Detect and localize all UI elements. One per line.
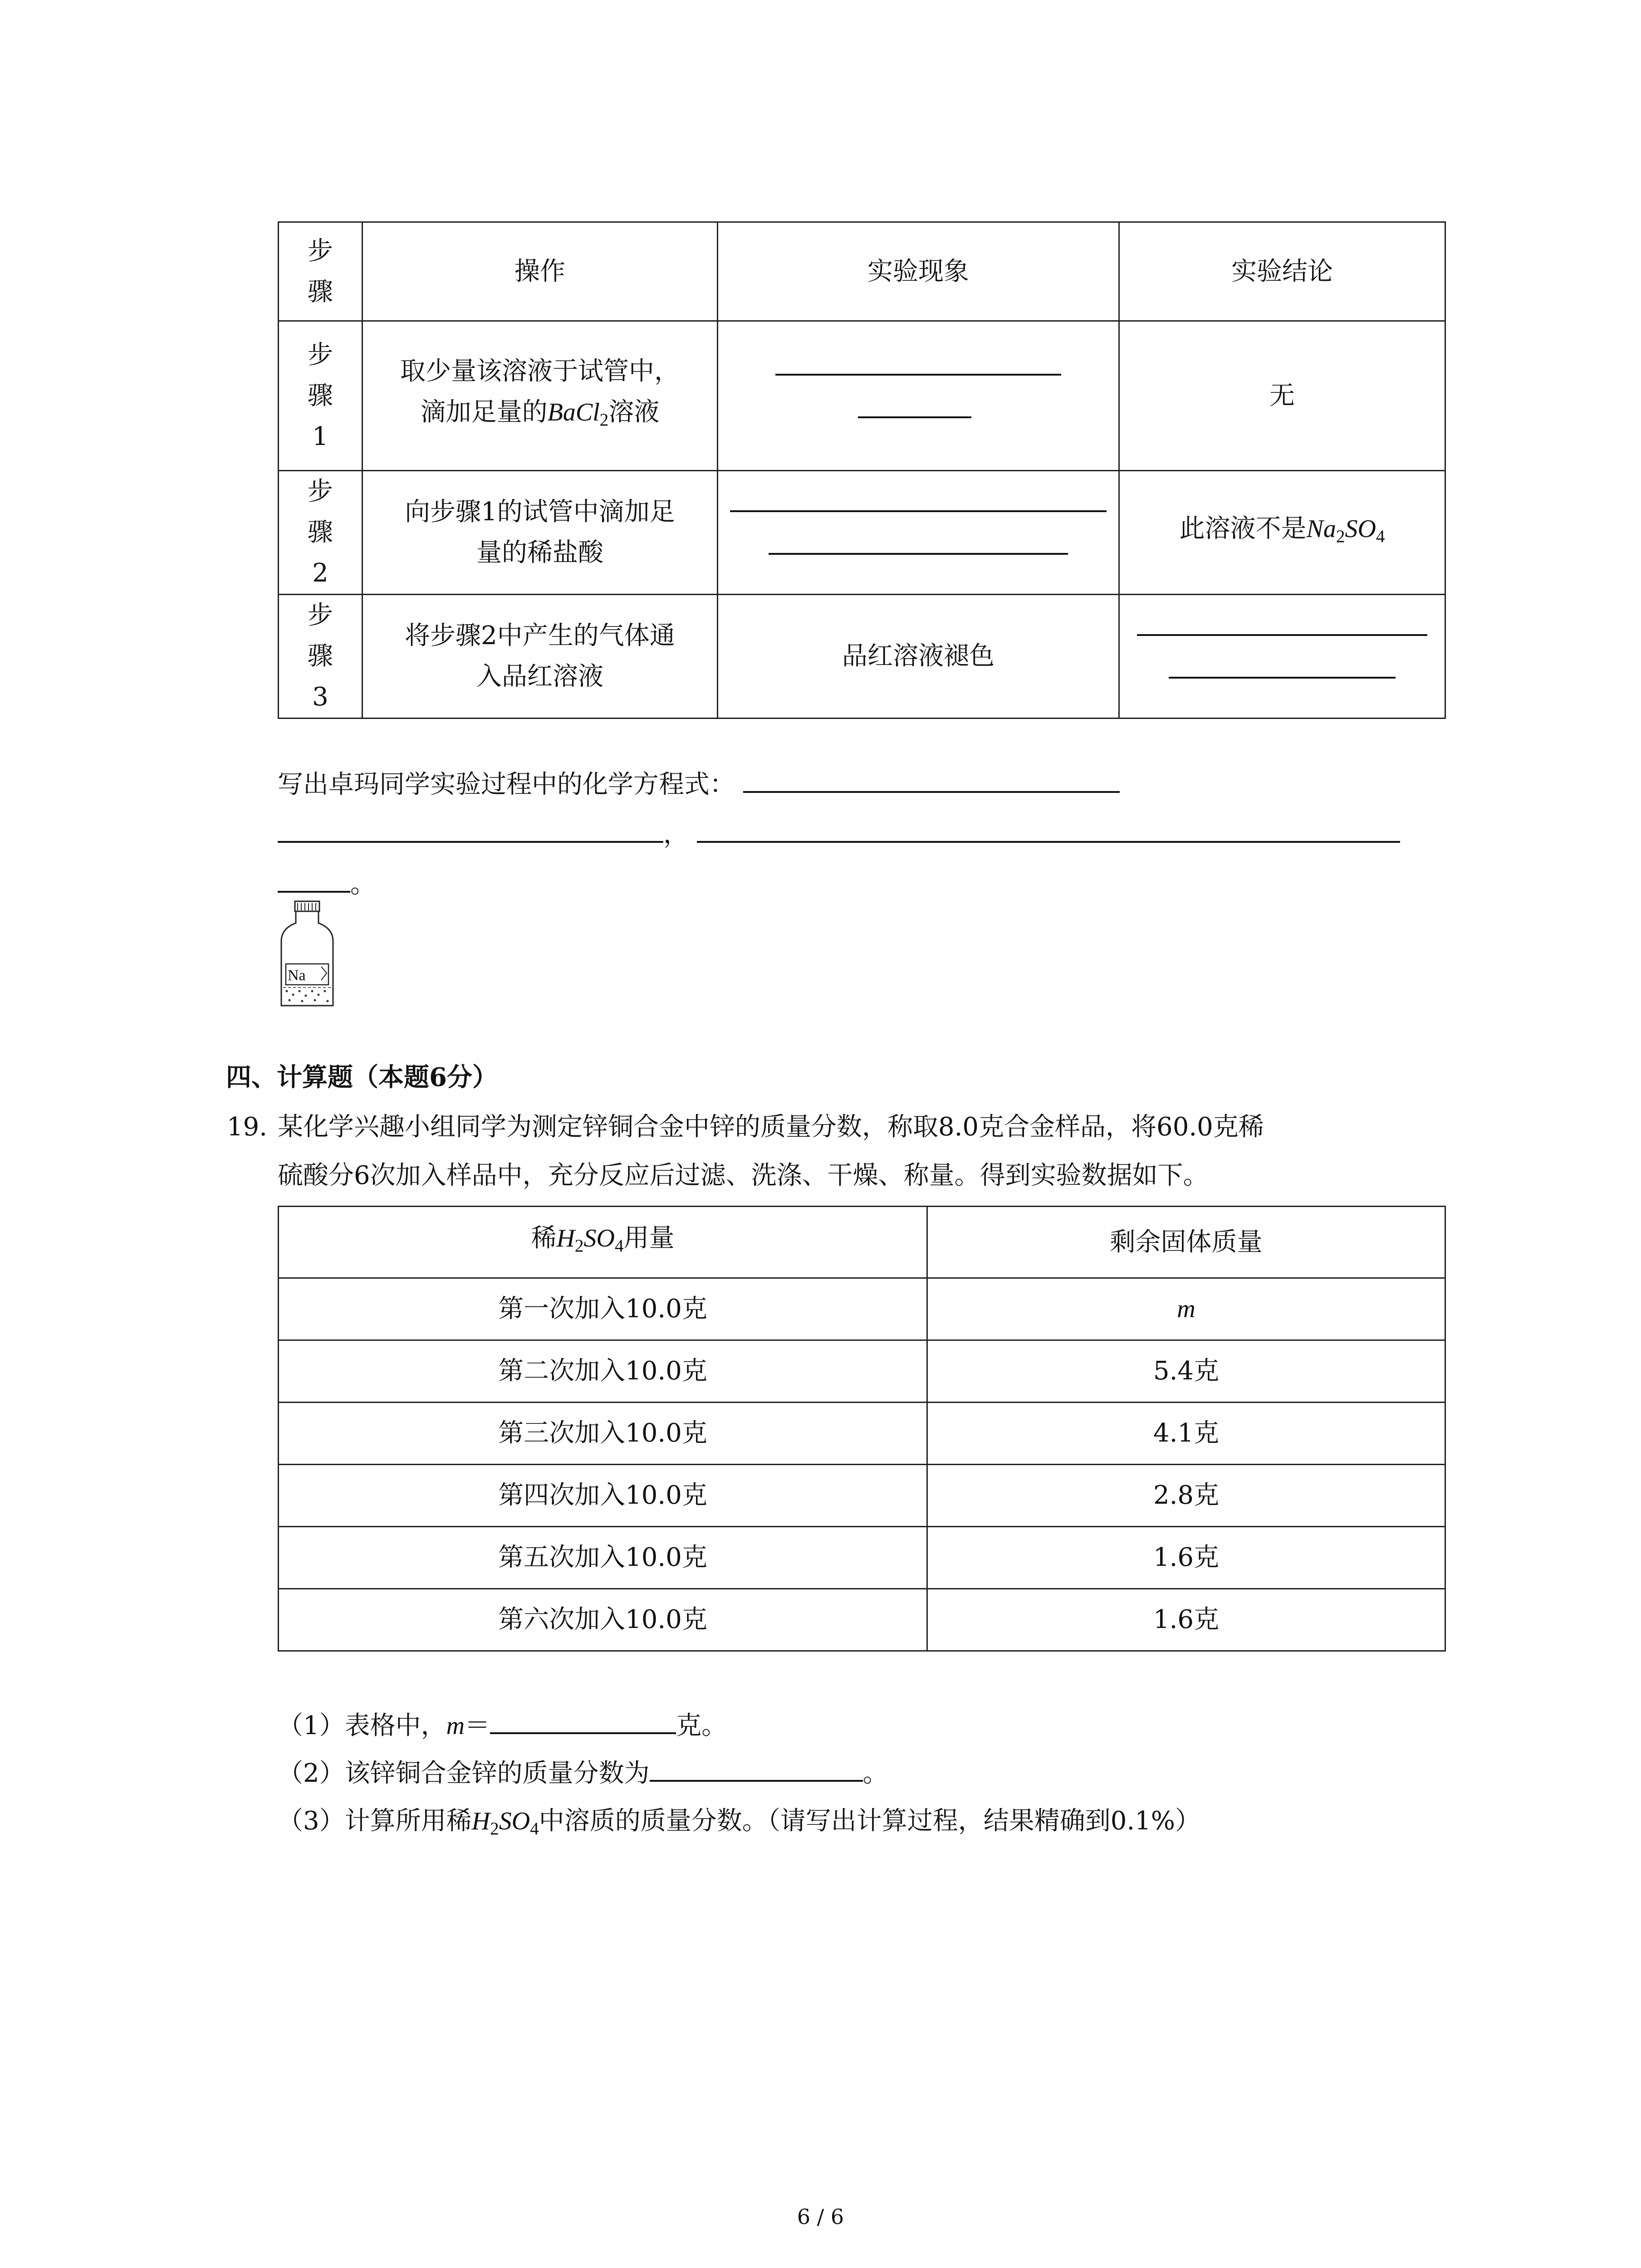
equation-line-2 [278,814,1400,855]
operation-cell: 向步骤1的试管中滴加足量的稀盐酸 [362,471,718,595]
row-right-cell: 1.6克 [927,1589,1445,1651]
q19-text-line2: 硫酸分6次加入样品中，充分反应后过滤、洗涤、干燥、称量。得到实验数据如下。 [278,1161,1209,1190]
section-title: 四、计算题（本题6分） [226,1062,498,1092]
header-conclusion: 实验结论 [1119,222,1445,321]
table-header-row [279,1207,1445,1278]
row-left-cell: 第二次加入10.0克 [279,1340,927,1403]
q19-text-line1: 某化学兴趣小组同学为测定锌铜合金中锌的质量分数，称取8.0克合金样品，将60.0克稀 [278,1112,1264,1142]
conclusion-cell: 无 [1119,321,1445,471]
bottle-label: Na [288,967,306,984]
table-row [279,595,1445,719]
period: 。 [350,870,376,899]
answer-blank-m[interactable] [490,1707,676,1734]
step-cell: 步骤3 [279,595,362,719]
row-left-cell: 第四次加入10.0克 [279,1465,927,1527]
table-row [279,1465,1445,1527]
conclusion-cell: 此溶液不是$Na_2SO_4$ [1119,471,1445,595]
experiment-table [278,221,1446,719]
row-right-cell: 2.8克 [927,1465,1445,1527]
conclusion-blank[interactable] [1119,595,1445,719]
row-left-cell: 第五次加入10.0克 [279,1527,927,1589]
equation-blank-2[interactable] [278,816,663,843]
header-step: 步骤 [279,222,362,321]
step-cell: 步骤2 [279,471,362,595]
row-left-cell: 第一次加入10.0克 [279,1278,927,1340]
row-right-cell: 5.4克 [927,1340,1445,1403]
reagent-bottle-icon [278,900,337,1009]
phenomenon-blank[interactable] [718,471,1119,595]
row-left-cell: 第六次加入10.0克 [279,1589,927,1651]
comma: ， [663,820,689,849]
row-left-cell: 第三次加入10.0克 [279,1403,927,1465]
equation-prompt: 写出卓玛同学实验过程中的化学方程式： [278,770,735,799]
header-acid-amount: 稀$H_2SO_4$用量 [279,1207,927,1278]
q19-number: 19. [227,1112,268,1142]
table-row [279,1278,1445,1340]
table-header-row [279,222,1445,321]
equation-blank-1[interactable] [743,766,1120,793]
row-right-cell: m [927,1278,1445,1340]
table-row [279,1589,1445,1651]
answer-blank-percentage[interactable] [650,1755,863,1782]
table-row [279,1403,1445,1465]
step-cell: 步骤1 [279,321,362,471]
sub-question-3: （3）计算所用稀$H_2SO_4$中溶质的质量分数。（请写出计算过程，结果精确到0.1%） [278,1806,1201,1838]
equation-blank-4[interactable] [278,865,350,893]
operation-cell: 取少量该溶液于试管中，滴加足量的BaCl$_2$溶液 [362,321,718,471]
equation-prompt-line [278,764,1120,805]
sub-question-2: （2）该锌铜合金锌的质量分数为 。 [278,1753,888,1794]
table-row [279,471,1445,595]
equation-blank-3[interactable] [697,816,1400,843]
table-row [279,1527,1445,1589]
table-row [279,321,1445,471]
operation-cell: 将步骤2中产生的气体通入品红溶液 [362,595,718,719]
equation-line-3 [278,864,376,905]
sub-question-1: （1）表格中，m＝ 克。 [278,1706,727,1746]
row-right-cell: 1.6克 [927,1527,1445,1589]
header-remaining-mass: 剩余固体质量 [927,1207,1445,1278]
row-right-cell: 4.1克 [927,1403,1445,1465]
phenomenon-cell: 品红溶液褪色 [718,595,1119,719]
header-phenomenon: 实验现象 [718,222,1119,321]
table-row [279,1340,1445,1403]
page-number: 6 / 6 [797,2204,844,2229]
data-table [278,1206,1446,1652]
phenomenon-blank[interactable] [718,321,1119,471]
header-operation: 操作 [362,222,718,321]
